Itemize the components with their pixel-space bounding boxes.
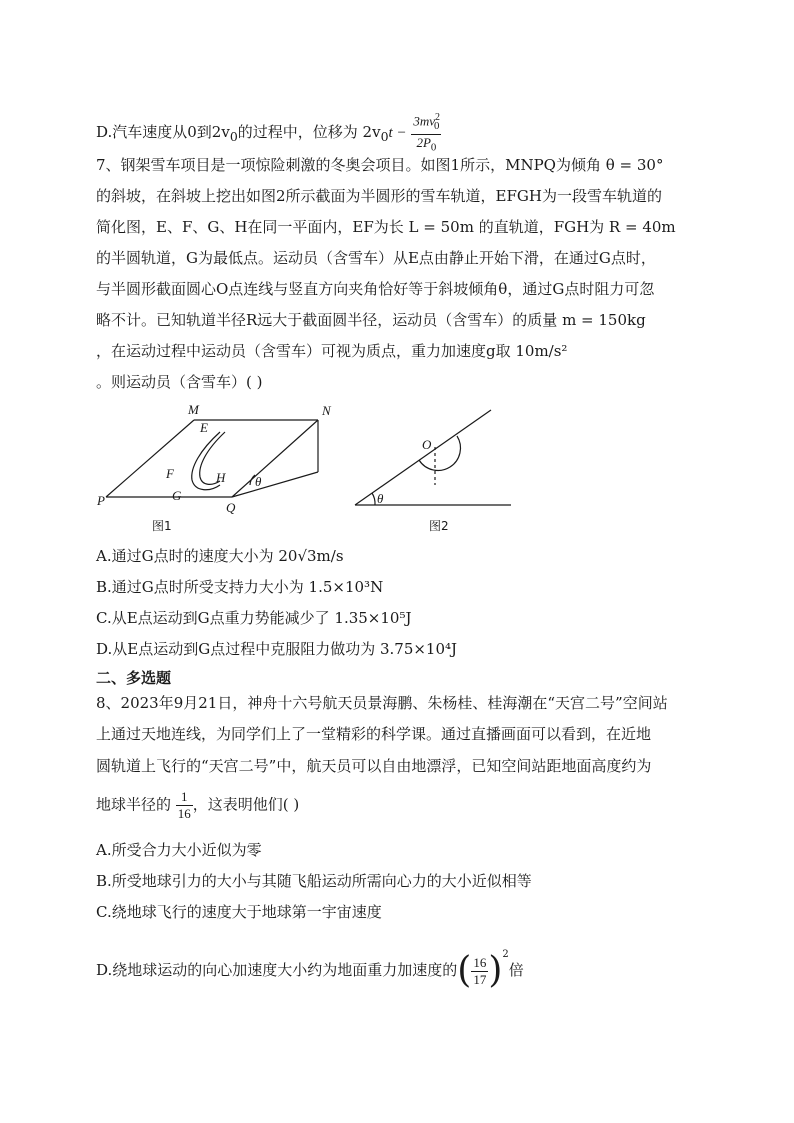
q6-option-d-text: D.汽车速度从0到2v [96, 122, 230, 141]
fig1-caption: 图1 [152, 519, 172, 533]
q7-line-4: 的半圆轨道，G为最低点。运动员（含雪车）从E点由静止开始下滑，在通过G点时， [96, 249, 656, 267]
q8-line-4-pre: 地球半径的 [96, 795, 172, 814]
q7-line-8: 。则运动员（含雪车）( ) [96, 373, 263, 391]
q8-option-a: A.所受合力大小近似为零 [96, 841, 262, 859]
q6-sub: 0 [380, 128, 389, 144]
figure-2 [345, 400, 525, 540]
q7-option-d: D.从E点运动到G点过程中克服阻力做功为 3.75×10⁴J [96, 640, 458, 658]
fig1-label-g: G [172, 488, 182, 503]
q8-line-2: 上通过天地连线，为同学们上了一堂精彩的科学课。通过直播画面可以看到，在近地 [96, 725, 652, 743]
fig1-label-theta: θ [255, 474, 262, 489]
fig1-label-p: P [97, 493, 105, 508]
q6-option-d [96, 110, 441, 156]
q7-line-2: 的斜坡，在斜坡上挖出如图2所示截面为半圆形的雪车轨道，EFGH为一段雪车轨道的 [96, 187, 662, 205]
fig1-label-m: M [188, 402, 199, 417]
frac-num: 16 [473, 954, 487, 970]
fig2-label-theta: θ [377, 491, 384, 506]
q7-line-5: 与半圆形截面圆心O点连线与竖直方向夹角恰好等于斜坡倾角θ，通过G点时阻力可忽 [96, 280, 655, 298]
fig1-label-f: F [166, 466, 174, 481]
q8-option-d-fraction [471, 955, 488, 988]
q7-option-c: C.从E点运动到G点重力势能减少了 1.35×10⁵J [96, 609, 412, 627]
frac-sub: 0 [434, 119, 440, 132]
frac-den: 17 [473, 971, 487, 987]
frac-num: 1 [176, 789, 193, 806]
q7-line-3: 简化图，E、F、G、H在同一平面内，EF为长 L = 50m 的直轨道，FGH为 R = 40m [96, 218, 676, 236]
q8-line-4 [96, 789, 299, 822]
frac-den: 2P [416, 134, 431, 150]
q7-option-a: A.通过G点时的速度大小为 20√3m/s [96, 547, 344, 565]
fig1-label-h: H [216, 470, 226, 485]
fig1-label-q: Q [226, 500, 236, 515]
frac-sub: 0 [430, 141, 437, 154]
frac-sup: 2 [435, 112, 441, 123]
q8-option-d-post: 倍 [508, 961, 524, 979]
paren-left: ( [457, 950, 472, 991]
q8-option-d-pre: D.绕地球运动的向心加速度大小约为地面重力加速度的 [96, 961, 458, 979]
q6-fraction [411, 110, 441, 156]
fig1-edge-qn [232, 420, 318, 497]
q8-option-d [96, 945, 524, 989]
fig1-edge-pm [106, 420, 194, 497]
q8-line-3: 圆轨道上飞行的“天宫二号”中，航天员可以自由地漂浮，已知空间站距地面高度约为 [96, 757, 652, 775]
fig2-slope [355, 410, 491, 505]
frac-den: 16 [177, 806, 191, 821]
q7-line-1: 7、钢架雪车项目是一项惊险刺激的冬奥会项目。如图1所示，MNPQ为倾角 θ = 30° [96, 156, 664, 174]
fig1-label-n: N [322, 403, 331, 418]
fig2-angle-arc [372, 493, 375, 505]
fig1-label-e: E [200, 420, 208, 435]
q6-option-d-mid: 的过程中，位移为 2v [237, 122, 381, 141]
q8-option-b: B.所受地球引力的大小与其随飞船运动所需向心力的大小近似相等 [96, 872, 532, 890]
q7-line-7: ，在运动过程中运动员（含雪车）可视为质点，重力加速度g取 10m/s² [96, 342, 568, 360]
fig2-caption: 图2 [429, 519, 449, 533]
section-title-multi-choice: 二、多选题 [96, 669, 172, 687]
fig1-edge-bottom [232, 472, 318, 497]
exponent: 2 [502, 949, 509, 960]
frac-num: 3mv [413, 113, 436, 129]
q8-line-4-post: ，这表明他们( ) [192, 795, 300, 814]
q6-option-d-t: t − [388, 124, 407, 141]
q7-line-6: 略不计。已知轨道半径R远大于截面圆半径，运动员（含雪车）的质量 m = 150kg [96, 311, 646, 329]
fig2-label-o: O [422, 437, 432, 452]
figure-1 [92, 400, 342, 540]
q8-fraction [176, 789, 193, 822]
q8-option-c: C.绕地球飞行的速度大于地球第一宇宙速度 [96, 903, 382, 921]
q8-line-1: 8、2023年9月21日，神舟十六号航天员景海鹏、朱杨桂、桂海潮在“天宫二号”空间站 [96, 694, 668, 712]
q7-option-b: B.通过G点时所受支持力大小为 1.5×10³N [96, 578, 384, 596]
paren-right: ) [488, 950, 503, 991]
q6-sub: 0 [229, 128, 238, 144]
